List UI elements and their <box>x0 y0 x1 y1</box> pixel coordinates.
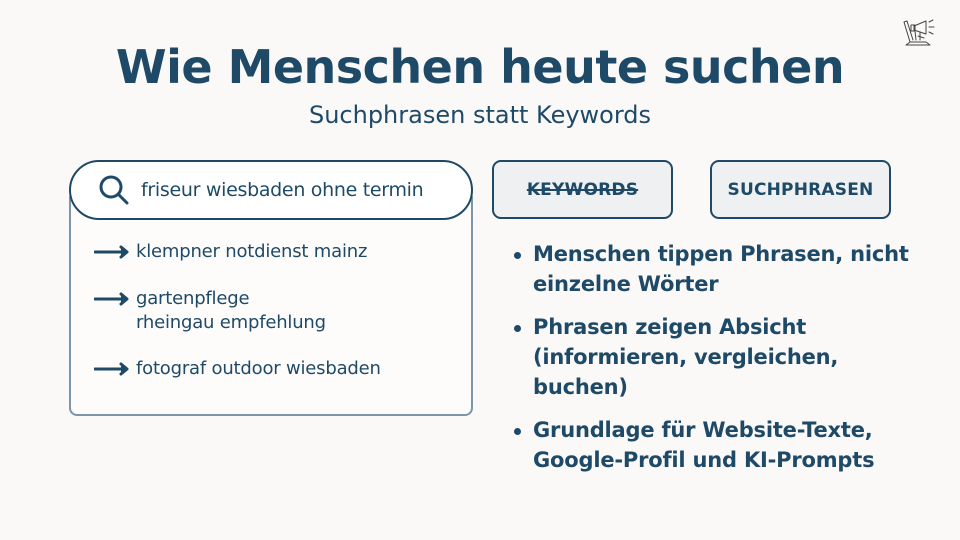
arrow-right-icon <box>94 240 130 264</box>
search-suggestion <box>94 240 436 264</box>
search-query: friseur wiesbaden ohne termin <box>141 179 424 201</box>
arrow-right-icon <box>94 357 130 381</box>
bullet-list <box>511 239 911 488</box>
keywords-label: KEYWORDS <box>526 179 639 200</box>
suggestion-text: klempner notdienst mainz <box>136 241 368 262</box>
suggestion-text: fotograf outdoor wiesbaden <box>136 358 381 379</box>
keywords-tag <box>492 160 673 219</box>
megaphone-sketch-icon <box>900 10 944 50</box>
suchphrasen-label: SUCHPHRASEN <box>727 179 874 200</box>
slide-subtitle: Suchphrasen statt Keywords <box>308 101 652 129</box>
search-suggestion <box>94 357 436 381</box>
bullet-item: Grundlage für Website-Texte, Google-Profil und KI-Prompts <box>511 415 911 475</box>
bullet-item: Phrasen zeigen Absicht (informieren, vergleichen, buchen) <box>511 312 911 402</box>
suggestion-text: gartenpflege rheingau empfehlung <box>136 288 326 333</box>
slide-title: Wie Menschen heute suchen <box>115 40 845 94</box>
search-icon <box>97 173 131 207</box>
search-bar[interactable] <box>69 160 473 220</box>
suchphrasen-tag <box>710 160 891 219</box>
arrow-right-icon <box>94 287 130 311</box>
bullet-item: Menschen tippen Phrasen, nicht einzelne Wörter <box>511 239 911 299</box>
search-suggestion <box>94 287 326 335</box>
